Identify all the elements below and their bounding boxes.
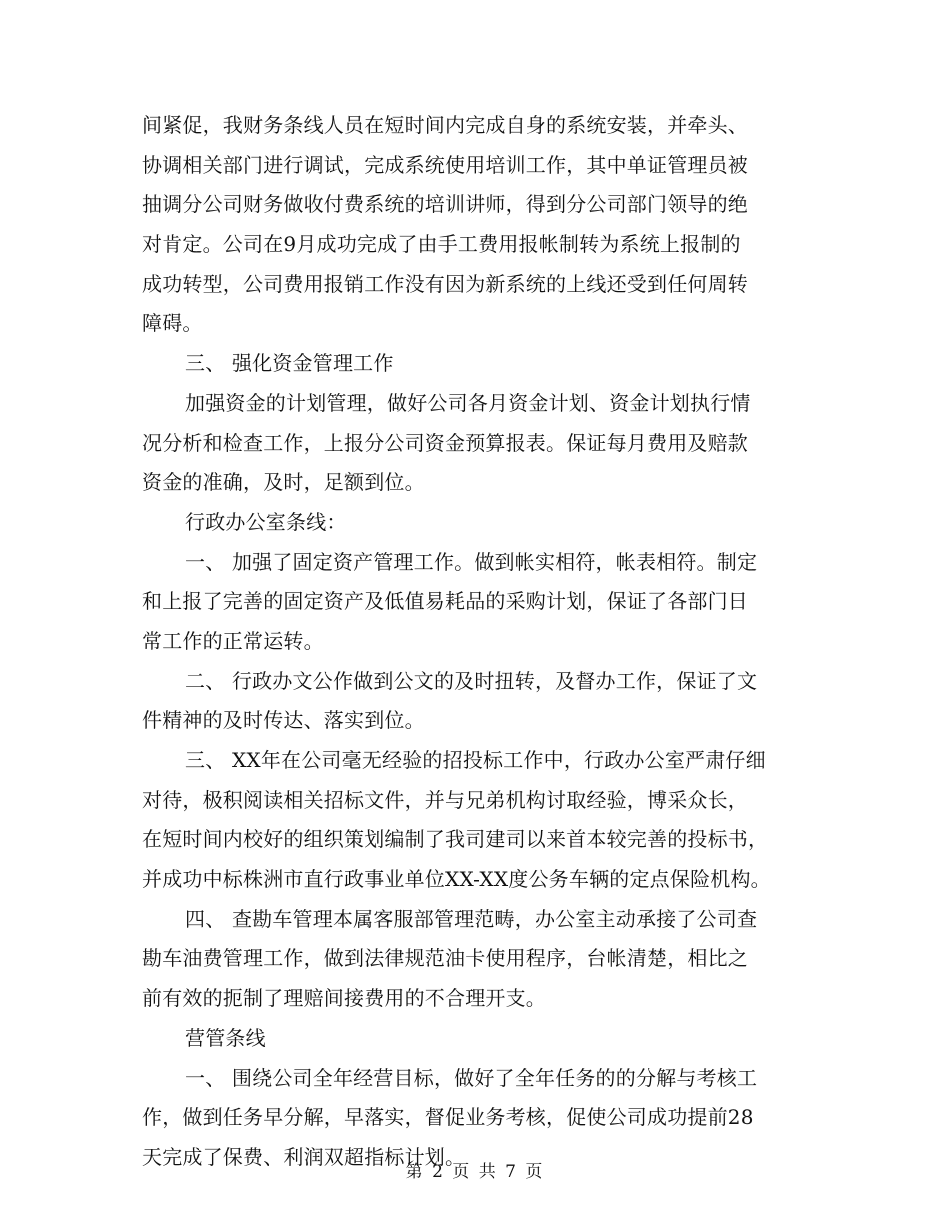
text-line: 在短时间内校好的组织策划编制了我司建司以来首本较完善的投标书， — [142, 827, 769, 852]
document-body — [142, 106, 822, 1178]
text-line: 作，做到任务早分解，早落实，督促业务考核，促使公司成功提前28 — [142, 1105, 754, 1130]
text-line: 对待，极积阅读相关招标文件，并与兄弟机构讨取经验，博采众长， — [142, 787, 748, 812]
text-line: 间紧促，我财务条线人员在短时间内完成自身的系统安装，并牵头、 — [142, 113, 748, 137]
text-line: 营管条线 — [185, 1025, 266, 1050]
text-line: 成功转型，公司费用报销工作没有因为新系统的上线还受到任何周转 — [142, 271, 748, 296]
text-line: 和上报了完善的固定资产及低值易耗品的采购计划，保证了各部门日 — [142, 589, 748, 614]
text-line: 一、 围绕公司全年经营目标，做好了全年任务的的分解与考核工 — [185, 1065, 758, 1090]
text-line: 三、 XX年在公司毫无经验的招投标工作中，行政办公室严肃仔细 — [185, 748, 766, 772]
text-line: 四、 查勘车管理本属客服部管理范畴，办公室主动承接了公司查 — [185, 906, 758, 931]
text-line: 一、 加强了固定资产管理工作。做到帐实相符，帐表相符。制定 — [185, 549, 758, 574]
text-line: 抽调分公司财务做收付费系统的培训讲师，得到分公司部门领导的绝 — [142, 192, 748, 217]
text-line: 件精神的及时传达、落实到位。 — [142, 708, 425, 733]
text-line: 前有效的扼制了理赔间接费用的不合理开支。 — [142, 986, 546, 1011]
text-line: 加强资金的计划管理，做好公司各月资金计划、资金计划执行情 — [185, 390, 751, 415]
text-line: 二、 行政办文公作做到公文的及时扭转，及督办工作，保证了文 — [185, 668, 758, 693]
text-line: 况分析和检查工作，上报分公司资金预算报表。保证每月费用及赔款 — [142, 430, 748, 455]
text-line: 障碍。 — [142, 311, 203, 336]
text-line: 行政办公室条线： — [185, 509, 347, 534]
text-line: 对肯定。公司在9月成功完成了由手工费用报帐制转为系统上报制的 — [142, 232, 741, 257]
text-line: 天完成了保费、利润双超指标计划。 — [142, 1144, 466, 1169]
text-line: 勘车油费管理工作，做到法律规范油卡使用程序，台帐清楚，相比之 — [142, 946, 748, 971]
page-footer: 第 2 页 共 7 页 — [405, 1162, 545, 1182]
text-line: 并成功中标株洲市直行政事业单位XX-XX度公务车辆的定点保险机构。 — [142, 867, 771, 892]
text-line: 三、 强化资金管理工作 — [185, 351, 394, 376]
text-line: 资金的准确，及时，足额到位。 — [142, 470, 425, 495]
text-line: 常工作的正常运转。 — [142, 628, 324, 653]
text-line: 协调相关部门进行调试，完成系统使用培训工作，其中单证管理员被 — [142, 152, 748, 177]
